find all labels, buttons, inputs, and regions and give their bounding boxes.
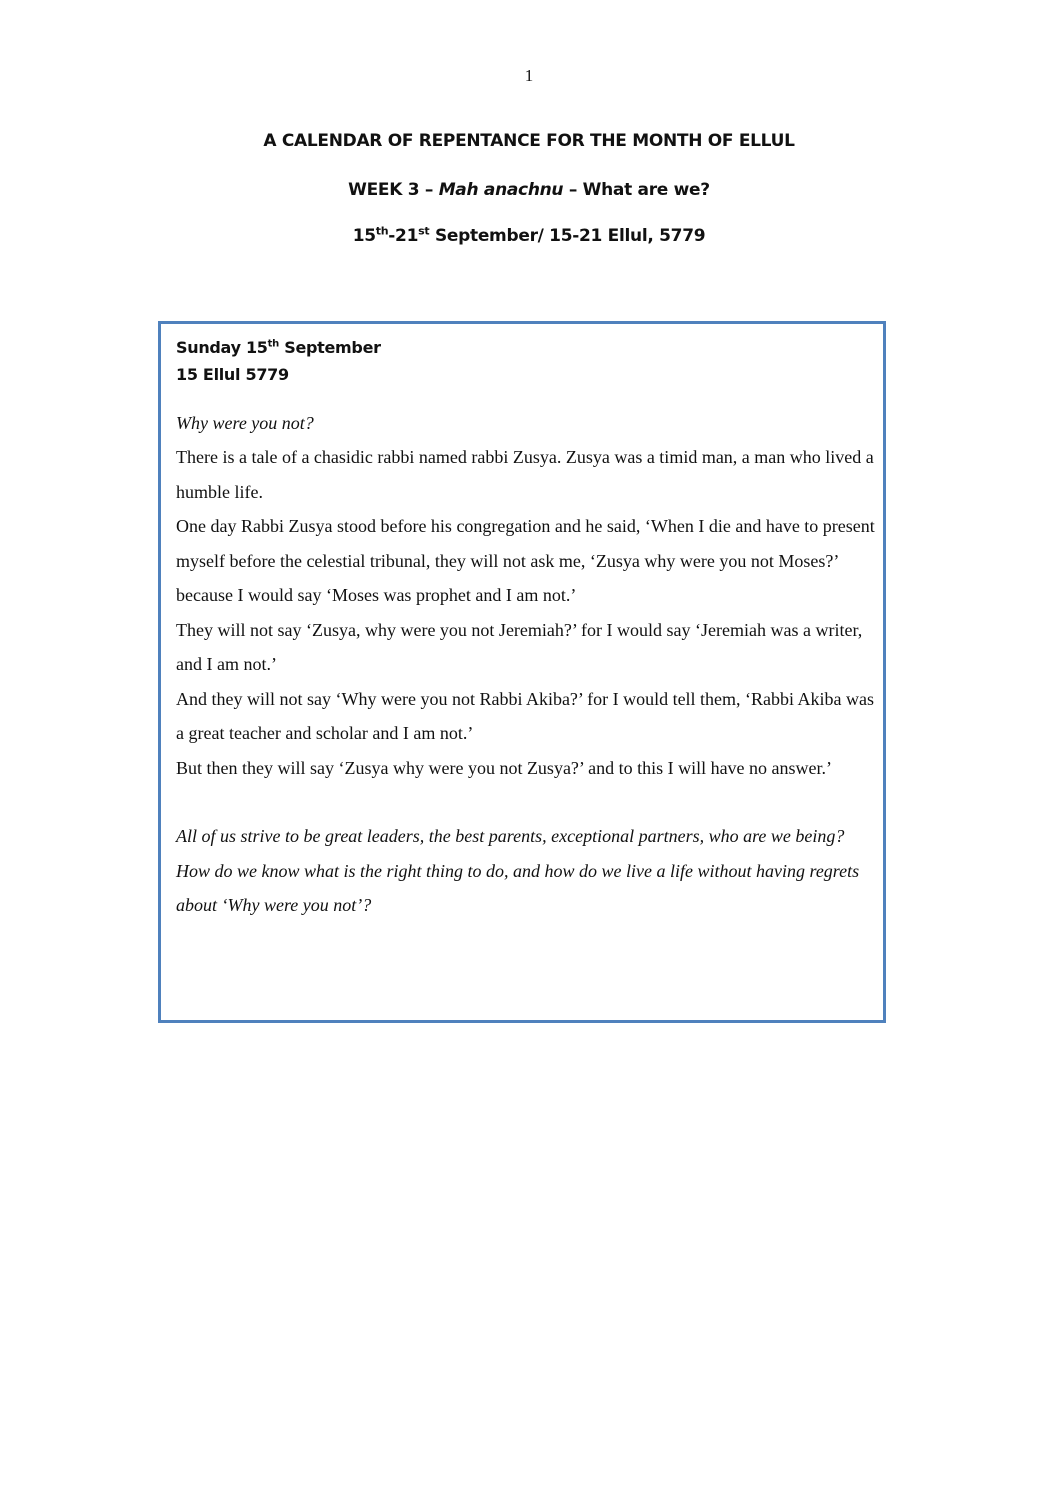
date-end: -21 — [388, 226, 419, 246]
reflection-paragraph: How do we know what is the right thing to do, and how do we live a life without having regrets about ‘Why were you not’? — [176, 860, 860, 915]
story-paragraph: There is a tale of a chasidic rabbi named rabbi Zusya. Zusya was a timid man, a man who lived a humble life. — [176, 447, 874, 502]
entry-day-ordinal: th — [267, 338, 279, 350]
entry-day-month: September — [278, 338, 381, 357]
week-hebrew-phrase: Mah anachnu — [438, 180, 564, 200]
date-start: 15 — [352, 226, 376, 246]
entry-title: Why were you not? — [176, 413, 314, 433]
story-paragraph: They will not say ‘Zusya, why were you not Jeremiah?’ for I would say ‘Jeremiah was a writer, and I am not.’ — [176, 619, 863, 674]
date-start-ordinal: th — [375, 224, 389, 238]
daily-entry-content — [176, 334, 876, 923]
document-title: A CALENDAR OF REPENTANCE FOR THE MONTH OF ELLUL — [263, 131, 795, 151]
date-rest: September/ 15-21 Ellul, 5779 — [429, 226, 706, 246]
week-heading — [0, 180, 1058, 200]
date-range-heading — [0, 226, 1058, 246]
story-paragraph: One day Rabbi Zusya stood before his congregation and he said, ‘When I die and have to present myself before the celestial tribunal, they will not ask me, ‘Zusya why were you not Moses?’ because I would say ‘Moses was prophet and I am not.’ — [176, 516, 875, 605]
week-suffix: – What are we? — [563, 180, 710, 200]
daily-entry-box — [158, 321, 886, 1023]
reflection-paragraph: All of us strive to be great leaders, the best parents, exceptional partners, who are we being? — [176, 826, 845, 846]
entry-day-start: Sunday 15 — [176, 338, 268, 357]
page-number: 1 — [524, 66, 534, 85]
story-paragraph: And they will not say ‘Why were you not Rabbi Akiba?’ for I would tell them, ‘Rabbi Akiba was a great teacher and scholar and I am not.’ — [176, 688, 875, 743]
entry-day — [176, 334, 876, 361]
week-prefix: WEEK 3 – — [348, 180, 439, 200]
entry-hebrew-date: 15 Ellul 5779 — [176, 365, 289, 384]
date-end-ordinal: st — [418, 224, 430, 238]
story-paragraph: But then they will say ‘Zusya why were you not Zusya?’ and to this I will have no answer.’ — [176, 757, 833, 778]
